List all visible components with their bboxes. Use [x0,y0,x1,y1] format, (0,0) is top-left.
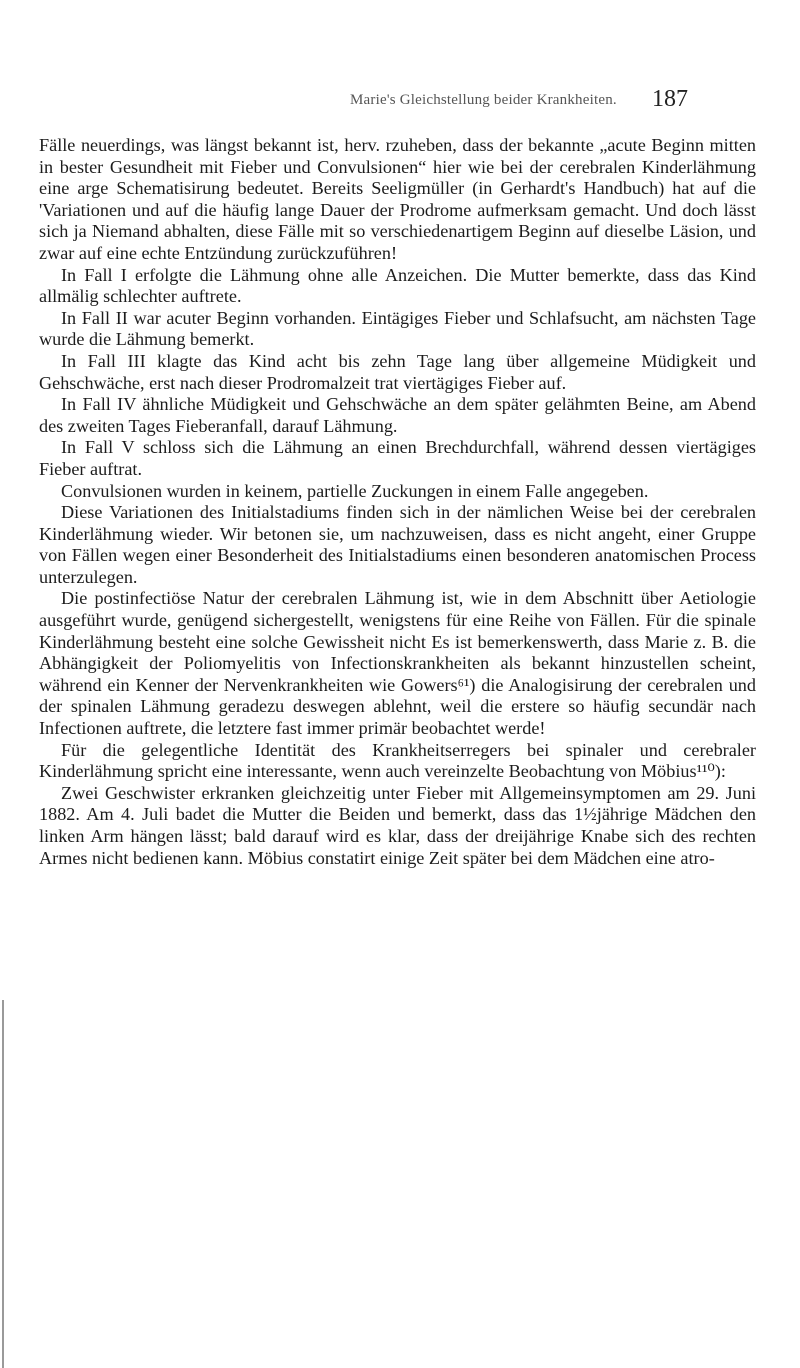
body-text [39,135,756,869]
paragraph: Zwei Geschwister erkranken gleichzeitig unter Fieber mit Allgemeinsymptomen am 29. Juni 1882. Am 4. Juli badet die Mutter die Beiden und bemerkt, dass das 1½jährige Mädchen den linken Arm hängen lässt; bald darauf wird es klar, dass der dreijährige Knabe sich des rechten Armes nicht bedienen kann. Möbius constatirt einige Zeit später bei dem Mädchen eine atro- [39,782,756,868]
paragraph: In Fall III klagte das Kind acht bis zehn Tage lang über allgemeine Müdigkeit und Gehschwäche, erst nach dieser Prodromalzeit trat viertägiges Fieber auf. [39,350,756,393]
scan-edge-line [2,1000,4,1368]
paragraph: Fälle neuerdings, was längst bekannt ist, herv. rzuheben, dass der bekannte „acute Beginn mitten in bester Gesundheit mit Fieber und Convulsionen“ hier wie bei der cerebralen Kinderlähmung eine arge Schematisirung bedeutet. Bereits Seeligmüller (in Gerhardt's Handbuch) hat auf die 'Variationen und auf die häufig lange Dauer der Prodrome aufmerksam gemacht. Und doch lässt sich ja Niemand abhalten, diese Fälle mit so verschiedenartigem Beginn auf dieselbe Läsion, und zwar auf eine echte Entzündung zurückzuführen! [39,135,756,263]
running-title: Marie's Gleichstellung beider Krankheiten. [350,92,617,108]
page-header [0,86,800,120]
paragraph: Diese Variationen des Initialstadiums finden sich in der nämlichen Weise bei der cerebralen Kinderlähmung wieder. Wir betonen sie, um nachzuweisen, dass es nicht angeht, einer Gruppe von Fällen wegen einer Besonderheit des Initialstadiums einen besonderen anatomischen Process unterzulegen. [39,502,756,587]
paragraph: Für die gelegentliche Identität des Krankheitserregers bei spinaler und cerebraler Kinderlähmung spricht eine interessante, wenn auch vereinzelte Beobachtung von Möbius¹¹⁰): [39,739,756,782]
paragraph: In Fall V schloss sich die Lähmung an einen Brechdurchfall, während dessen viertägiges Fieber auftrat. [39,437,756,479]
paragraph: Die postinfectiöse Natur der cerebralen Lähmung ist, wie in dem Abschnitt über Aetiologie ausgeführt wurde, genügend sichergestellt, wenigstens für eine Reihe von Fällen. Für die spinale Kinderlähmung besteht eine solche Gewissheit nicht Es ist bemerkenswerth, dass Marie z. B. die Abhängigkeit der Poliomyelitis von Infectionskrankheiten als bekannt hinzustellen scheint, während ein Kenner der Nervenkrankheiten wie Gowers⁶¹) die Analogisirung der cerebralen und der spinalen Lähmung geradezu deswegen ablehnt, weil die erstere so häufig secundär nach Infectionen auftrete, die letztere fast immer primär beobachtet werde! [39,588,756,739]
paragraph: Convulsionen wurden in keinem, partielle Zuckungen in einem Falle angegeben. [61,480,649,501]
page-number: 187 [652,86,688,112]
paragraph: In Fall I erfolgte die Lähmung ohne alle Anzeichen. Die Mutter bemerkte, dass das Kind allmälig schlechter auftrete. [39,264,756,307]
paragraph: In Fall II war acuter Beginn vorhanden. Eintägiges Fieber und Schlafsucht, am nächsten Tage wurde die Lähmung bemerkt. [39,307,756,350]
paragraph: In Fall IV ähnliche Müdigkeit und Gehschwäche an dem später gelähmten Beine, am Abend des zweiten Tages Fieberanfall, darauf Lähmung. [39,394,756,436]
